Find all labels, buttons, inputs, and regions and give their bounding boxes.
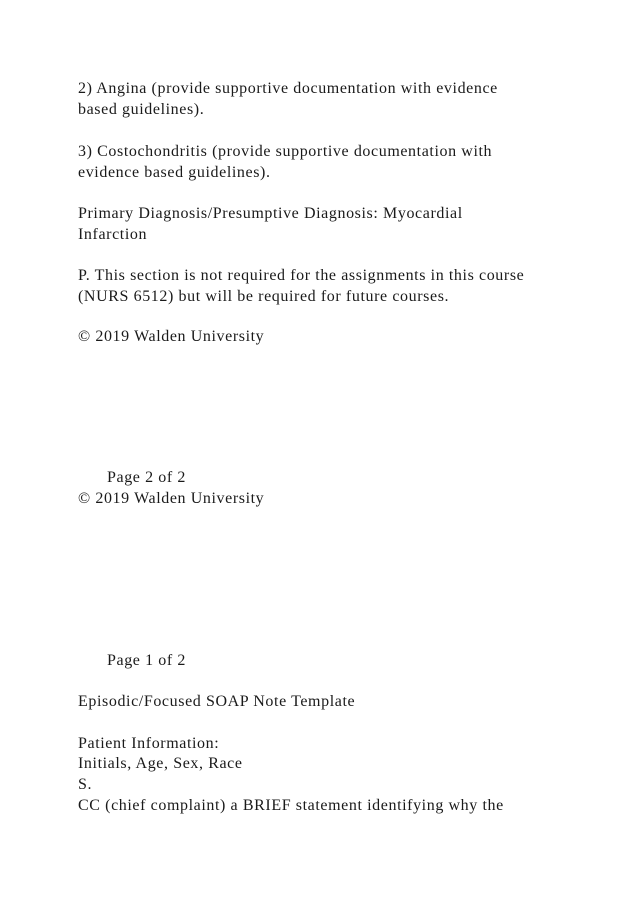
copyright-footer-1: © 2019 Walden University (78, 328, 265, 345)
plan-note-line-1: P. This section is not required for the assignments in this course (78, 267, 525, 284)
template-title: Episodic/Focused SOAP Note Template (78, 693, 356, 710)
chief-complaint-line: CC (chief complaint) a BRIEF statement identifying why the (78, 797, 504, 814)
patient-info-fields: Initials, Age, Sex, Race (78, 755, 243, 772)
page-number-1: Page 1 of 2 (107, 652, 187, 669)
differential-angina-line-2: based guidelines). (78, 101, 205, 118)
page-number-2: Page 2 of 2 (107, 469, 187, 486)
patient-info-heading: Patient Information: (78, 735, 220, 752)
plan-note-line-2: (NURS 6512) but will be required for future courses. (78, 288, 450, 305)
differential-angina-line-1: 2) Angina (provide supportive documentation with evidence (78, 80, 498, 97)
differential-costochondritis-line-1: 3) Costochondritis (provide supportive documentation with (78, 143, 493, 160)
primary-diagnosis-line-1: Primary Diagnosis/Presumptive Diagnosis: Myocardial (78, 205, 463, 222)
differential-costochondritis-line-2: evidence based guidelines). (78, 164, 271, 181)
copyright-footer-2: © 2019 Walden University (78, 490, 265, 507)
primary-diagnosis-line-2: Infarction (78, 226, 148, 243)
subjective-marker: S. (78, 776, 93, 793)
